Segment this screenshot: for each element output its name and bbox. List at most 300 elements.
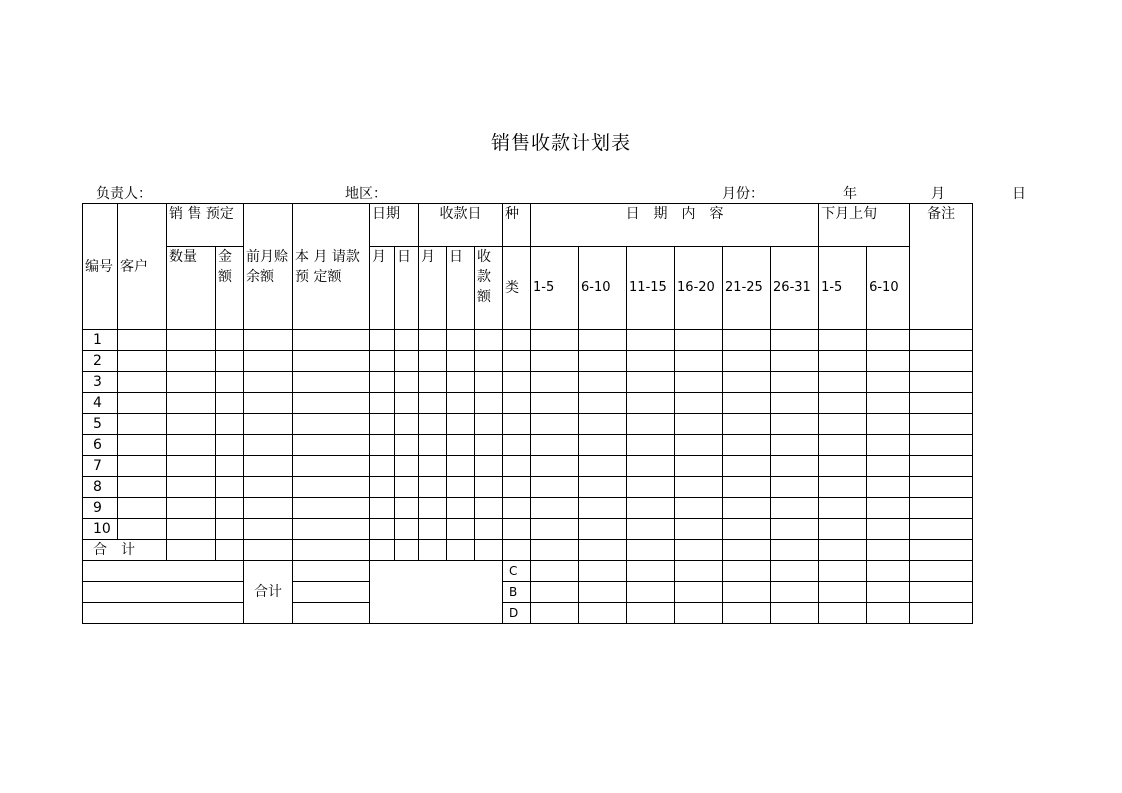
cell[interactable]: [910, 477, 973, 498]
cell[interactable]: [447, 372, 475, 393]
cell[interactable]: [370, 414, 395, 435]
cell[interactable]: [83, 582, 244, 603]
cell[interactable]: [531, 330, 579, 351]
col-next-range-1: 1-5: [819, 247, 867, 330]
cell[interactable]: [723, 456, 771, 477]
cell[interactable]: [531, 561, 579, 582]
cell[interactable]: [370, 519, 395, 540]
cell[interactable]: [627, 603, 675, 624]
cell[interactable]: [867, 435, 910, 456]
cell[interactable]: [867, 561, 910, 582]
cell[interactable]: [244, 330, 293, 351]
cell[interactable]: [419, 393, 447, 414]
cell[interactable]: [579, 498, 627, 519]
cell[interactable]: [867, 582, 910, 603]
cell[interactable]: [370, 393, 395, 414]
table-row: [83, 435, 973, 456]
cell[interactable]: [819, 540, 867, 561]
cell[interactable]: [447, 351, 475, 372]
row-number: 10: [83, 519, 118, 540]
cell[interactable]: [723, 372, 771, 393]
cell[interactable]: [419, 456, 447, 477]
cell[interactable]: [531, 414, 579, 435]
cell[interactable]: [819, 519, 867, 540]
cell[interactable]: [771, 540, 819, 561]
cell[interactable]: [910, 498, 973, 519]
cell[interactable]: [395, 393, 419, 414]
cell[interactable]: [167, 393, 216, 414]
col-kind-top: 种: [503, 204, 531, 247]
col-next-range-2: 6-10: [867, 247, 910, 330]
cell[interactable]: [627, 372, 675, 393]
grade-d-label: D: [503, 603, 531, 624]
cell[interactable]: [118, 414, 167, 435]
cell[interactable]: [244, 477, 293, 498]
col-day-1-header: 日: [395, 247, 419, 330]
cell[interactable]: [118, 330, 167, 351]
cell[interactable]: [579, 351, 627, 372]
cell[interactable]: [675, 561, 723, 582]
cell[interactable]: [675, 330, 723, 351]
cell[interactable]: [771, 477, 819, 498]
cell[interactable]: [867, 330, 910, 351]
cell[interactable]: [370, 351, 395, 372]
cell[interactable]: [167, 330, 216, 351]
cell[interactable]: [819, 498, 867, 519]
cell[interactable]: [531, 372, 579, 393]
cell[interactable]: [370, 372, 395, 393]
cell[interactable]: [910, 582, 973, 603]
cell[interactable]: [447, 498, 475, 519]
cell[interactable]: [216, 435, 244, 456]
cell[interactable]: [167, 519, 216, 540]
cell[interactable]: [244, 540, 293, 561]
cell[interactable]: [216, 330, 244, 351]
cell[interactable]: [447, 456, 475, 477]
row-number: 5: [83, 414, 118, 435]
month-unit-label: 月: [931, 186, 945, 202]
cell[interactable]: [531, 540, 579, 561]
owner-label: 负责人：: [96, 186, 152, 202]
cell[interactable]: [910, 435, 973, 456]
cell[interactable]: [216, 393, 244, 414]
cell[interactable]: [579, 330, 627, 351]
cell[interactable]: [771, 435, 819, 456]
col-prev-balance-header: 前月赊余额: [244, 204, 293, 330]
col-month-2-header: 月: [419, 247, 447, 330]
month-label: 月份：: [722, 186, 764, 202]
cell[interactable]: [531, 519, 579, 540]
cell[interactable]: [118, 519, 167, 540]
cell[interactable]: [771, 603, 819, 624]
cell[interactable]: [819, 393, 867, 414]
cell[interactable]: [627, 498, 675, 519]
cell[interactable]: [293, 393, 370, 414]
cell[interactable]: [118, 372, 167, 393]
cell[interactable]: [723, 351, 771, 372]
cell[interactable]: [723, 582, 771, 603]
cell[interactable]: [819, 435, 867, 456]
cell[interactable]: [910, 540, 973, 561]
cell[interactable]: [370, 435, 395, 456]
cell[interactable]: [447, 393, 475, 414]
cell[interactable]: [579, 603, 627, 624]
cell[interactable]: [531, 603, 579, 624]
cell[interactable]: [579, 540, 627, 561]
cell[interactable]: [167, 477, 216, 498]
cell[interactable]: [819, 414, 867, 435]
cell[interactable]: [819, 582, 867, 603]
col-range-2: 6-10: [579, 247, 627, 330]
cell[interactable]: [771, 393, 819, 414]
col-customer-header: 客户: [118, 204, 167, 330]
cell[interactable]: [293, 498, 370, 519]
cell[interactable]: [167, 435, 216, 456]
cell[interactable]: [244, 393, 293, 414]
table-row: [83, 477, 973, 498]
cell[interactable]: [503, 519, 531, 540]
cell[interactable]: [867, 540, 910, 561]
cell[interactable]: [216, 477, 244, 498]
cell[interactable]: [216, 540, 244, 561]
cell[interactable]: [244, 519, 293, 540]
cell[interactable]: [867, 603, 910, 624]
row-number: 7: [83, 456, 118, 477]
cell[interactable]: [419, 330, 447, 351]
cell[interactable]: [627, 561, 675, 582]
cell[interactable]: [167, 456, 216, 477]
col-range-1: 1-5: [531, 247, 579, 330]
col-kind-bottom: 类: [503, 247, 531, 330]
cell[interactable]: [910, 393, 973, 414]
cell[interactable]: [675, 351, 723, 372]
cell[interactable]: [475, 414, 503, 435]
cell[interactable]: [910, 519, 973, 540]
cell[interactable]: [83, 603, 244, 624]
cell[interactable]: [370, 561, 503, 624]
cell[interactable]: [675, 435, 723, 456]
cell[interactable]: [627, 393, 675, 414]
cell[interactable]: [627, 582, 675, 603]
cell[interactable]: [819, 330, 867, 351]
cell[interactable]: [395, 540, 419, 561]
cell[interactable]: [723, 477, 771, 498]
cell[interactable]: [910, 561, 973, 582]
cell[interactable]: [395, 477, 419, 498]
cell[interactable]: [627, 435, 675, 456]
cell[interactable]: [675, 372, 723, 393]
cell[interactable]: [579, 456, 627, 477]
cell[interactable]: [475, 393, 503, 414]
cell[interactable]: [531, 582, 579, 603]
cell[interactable]: [531, 498, 579, 519]
table-row: [83, 372, 973, 393]
cell[interactable]: [475, 351, 503, 372]
col-range-5: 21-25: [723, 247, 771, 330]
table-row: [83, 414, 973, 435]
cell[interactable]: [503, 435, 531, 456]
cell[interactable]: [910, 414, 973, 435]
cell[interactable]: [723, 393, 771, 414]
cell[interactable]: [395, 372, 419, 393]
cell[interactable]: [293, 603, 370, 624]
cell[interactable]: [675, 519, 723, 540]
region-label: 地区：: [345, 186, 387, 202]
cell[interactable]: [244, 498, 293, 519]
cell[interactable]: [503, 414, 531, 435]
cell[interactable]: [771, 351, 819, 372]
cell[interactable]: [216, 351, 244, 372]
row-number: 3: [83, 372, 118, 393]
cell[interactable]: [395, 351, 419, 372]
cell[interactable]: [579, 414, 627, 435]
grade-c-label: C: [503, 561, 531, 582]
cell[interactable]: [503, 456, 531, 477]
cell[interactable]: [771, 414, 819, 435]
cell[interactable]: [293, 456, 370, 477]
cell[interactable]: [819, 561, 867, 582]
col-range-6: 26-31: [771, 247, 819, 330]
cell[interactable]: [675, 456, 723, 477]
cell[interactable]: [723, 519, 771, 540]
table-row: [83, 456, 973, 477]
cell[interactable]: [293, 330, 370, 351]
cell[interactable]: [216, 519, 244, 540]
cell[interactable]: [167, 540, 216, 561]
cell[interactable]: [910, 330, 973, 351]
col-serial-header: 编号: [83, 204, 118, 330]
cell[interactable]: [167, 498, 216, 519]
total-row-label: 合 计: [83, 540, 167, 561]
cell[interactable]: [447, 435, 475, 456]
page-title: 销售收款计划表: [490, 132, 631, 154]
cell[interactable]: [627, 414, 675, 435]
cell[interactable]: [503, 351, 531, 372]
cell[interactable]: [819, 477, 867, 498]
cell[interactable]: [531, 477, 579, 498]
col-request-header: 本 月 请款预 定额: [293, 204, 370, 330]
cell[interactable]: [819, 351, 867, 372]
cell[interactable]: [419, 414, 447, 435]
cell[interactable]: [293, 519, 370, 540]
cell[interactable]: [867, 393, 910, 414]
cell[interactable]: [244, 435, 293, 456]
cell[interactable]: [118, 477, 167, 498]
cell[interactable]: [167, 414, 216, 435]
cell[interactable]: [579, 477, 627, 498]
cell[interactable]: [293, 477, 370, 498]
cell[interactable]: [675, 477, 723, 498]
cell[interactable]: [675, 582, 723, 603]
cell[interactable]: [723, 435, 771, 456]
cell[interactable]: [293, 414, 370, 435]
cell[interactable]: [867, 372, 910, 393]
cell[interactable]: [723, 603, 771, 624]
cell[interactable]: [419, 540, 447, 561]
cell[interactable]: [244, 456, 293, 477]
cell[interactable]: [293, 540, 370, 561]
table-row: [83, 393, 973, 414]
cell[interactable]: [910, 351, 973, 372]
cell[interactable]: [867, 498, 910, 519]
cell[interactable]: [419, 435, 447, 456]
col-day-2-header: 日: [447, 247, 475, 330]
cell[interactable]: [771, 498, 819, 519]
cell[interactable]: [419, 351, 447, 372]
cell[interactable]: [867, 351, 910, 372]
cell[interactable]: [395, 519, 419, 540]
cell[interactable]: [771, 582, 819, 603]
cell[interactable]: [167, 351, 216, 372]
cell[interactable]: [723, 330, 771, 351]
cell[interactable]: [723, 498, 771, 519]
cell[interactable]: [503, 393, 531, 414]
cell[interactable]: [867, 477, 910, 498]
cell[interactable]: [293, 351, 370, 372]
cell[interactable]: [675, 393, 723, 414]
cell[interactable]: [531, 435, 579, 456]
cell[interactable]: [370, 330, 395, 351]
cell[interactable]: [771, 561, 819, 582]
cell[interactable]: [627, 477, 675, 498]
row-number: 6: [83, 435, 118, 456]
cell[interactable]: [867, 414, 910, 435]
cell[interactable]: [118, 498, 167, 519]
cell[interactable]: [118, 351, 167, 372]
cell[interactable]: [118, 456, 167, 477]
cell[interactable]: [579, 393, 627, 414]
col-date-header: 日期: [370, 204, 419, 247]
col-remarks-header: 备注: [910, 204, 973, 330]
table-row: [83, 519, 973, 540]
cell[interactable]: [531, 351, 579, 372]
cell[interactable]: [244, 414, 293, 435]
cell[interactable]: [627, 330, 675, 351]
cell[interactable]: [475, 330, 503, 351]
cell[interactable]: [503, 540, 531, 561]
day-label: 日: [1012, 186, 1026, 202]
cell[interactable]: [910, 603, 973, 624]
cell[interactable]: [723, 540, 771, 561]
year-label: 年: [843, 186, 857, 202]
cell[interactable]: [579, 561, 627, 582]
cell[interactable]: [675, 540, 723, 561]
cell[interactable]: [293, 372, 370, 393]
cell[interactable]: [83, 561, 244, 582]
cell[interactable]: [395, 330, 419, 351]
cell[interactable]: [216, 498, 244, 519]
cell[interactable]: [370, 477, 395, 498]
col-sales-plan-header: 销 售 预定: [167, 204, 244, 247]
cell[interactable]: [118, 435, 167, 456]
cell[interactable]: [503, 498, 531, 519]
cell[interactable]: [216, 456, 244, 477]
cell[interactable]: [475, 498, 503, 519]
col-amount-header: 金额: [216, 247, 244, 330]
cell[interactable]: [627, 540, 675, 561]
cell[interactable]: [723, 414, 771, 435]
cell[interactable]: [531, 456, 579, 477]
cell[interactable]: [819, 456, 867, 477]
col-date-content-header: 日 期 内 容: [531, 204, 819, 247]
cell[interactable]: [395, 456, 419, 477]
cell[interactable]: [771, 456, 819, 477]
cell[interactable]: [395, 498, 419, 519]
cell[interactable]: [118, 393, 167, 414]
cell[interactable]: [447, 519, 475, 540]
cell[interactable]: [475, 435, 503, 456]
cell[interactable]: [910, 372, 973, 393]
cell[interactable]: [419, 372, 447, 393]
cell[interactable]: [627, 519, 675, 540]
cell[interactable]: [293, 582, 370, 603]
cell[interactable]: [447, 414, 475, 435]
cell[interactable]: [167, 372, 216, 393]
cell[interactable]: [627, 351, 675, 372]
cell[interactable]: [579, 372, 627, 393]
cell[interactable]: [579, 519, 627, 540]
cell[interactable]: [419, 498, 447, 519]
cell[interactable]: [419, 519, 447, 540]
cell[interactable]: [244, 351, 293, 372]
cell[interactable]: [867, 456, 910, 477]
cell[interactable]: [447, 330, 475, 351]
cell[interactable]: [475, 456, 503, 477]
cell[interactable]: [819, 603, 867, 624]
cell[interactable]: [475, 477, 503, 498]
cell[interactable]: [447, 477, 475, 498]
cell[interactable]: [475, 540, 503, 561]
cell[interactable]: [395, 435, 419, 456]
cell[interactable]: [675, 498, 723, 519]
cell[interactable]: [293, 435, 370, 456]
cell[interactable]: [216, 372, 244, 393]
cell[interactable]: [910, 456, 973, 477]
row-number: 2: [83, 351, 118, 372]
cell[interactable]: [771, 519, 819, 540]
cell[interactable]: [771, 372, 819, 393]
cell[interactable]: [503, 477, 531, 498]
cell[interactable]: [579, 582, 627, 603]
cell[interactable]: [419, 477, 447, 498]
col-range-3: 11-15: [627, 247, 675, 330]
cell[interactable]: [244, 372, 293, 393]
cell[interactable]: [370, 456, 395, 477]
row-number: 1: [83, 330, 118, 351]
cell[interactable]: [370, 498, 395, 519]
cell[interactable]: [503, 372, 531, 393]
cell[interactable]: [475, 519, 503, 540]
cell[interactable]: [675, 603, 723, 624]
cell[interactable]: [675, 414, 723, 435]
cell[interactable]: [819, 372, 867, 393]
cell[interactable]: [627, 456, 675, 477]
cell[interactable]: [293, 561, 370, 582]
cell[interactable]: [771, 330, 819, 351]
table-row: [83, 330, 973, 351]
cell[interactable]: [475, 372, 503, 393]
cell[interactable]: [531, 393, 579, 414]
cell[interactable]: [447, 540, 475, 561]
cell[interactable]: [579, 435, 627, 456]
cell[interactable]: [867, 519, 910, 540]
cell[interactable]: [216, 414, 244, 435]
cell[interactable]: [370, 540, 395, 561]
cell[interactable]: [503, 330, 531, 351]
cell[interactable]: [723, 561, 771, 582]
cell[interactable]: [395, 414, 419, 435]
col-quantity-header: 数量: [167, 247, 216, 330]
